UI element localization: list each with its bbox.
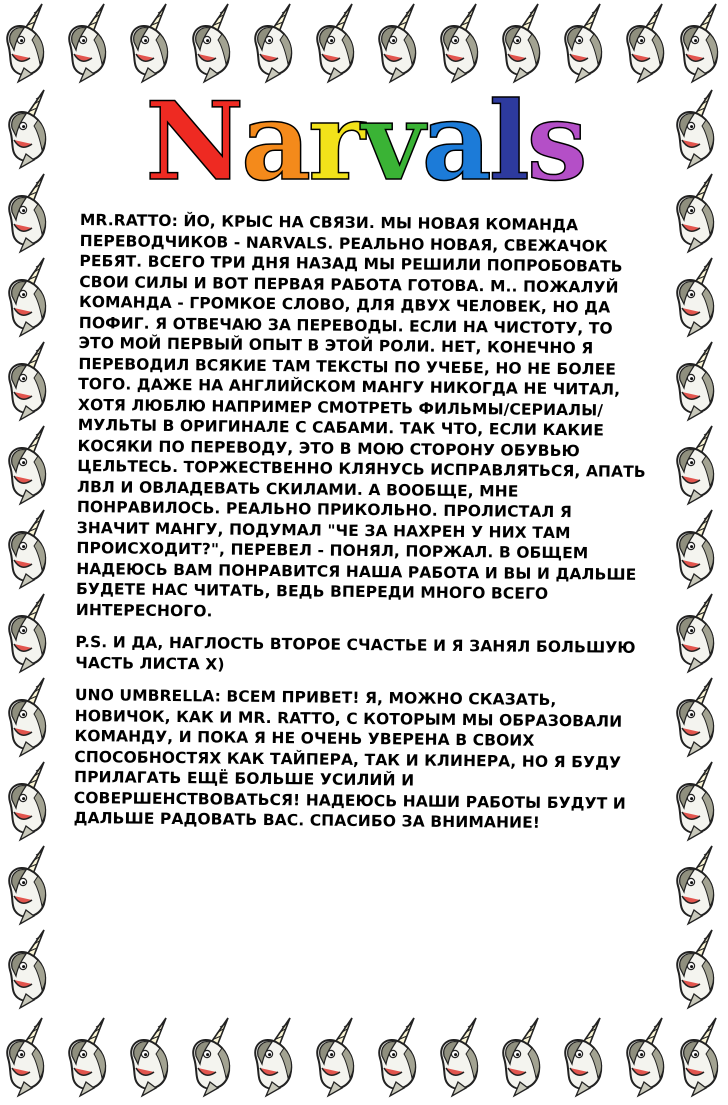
ps-paragraph: P.S. И ДА, НАГЛОСТЬ ВТОРОЕ СЧАСТЬЕ И Я ЗАНЯЛ БОЛЬШУЮ ЧАСТЬ ЛИСТА X) xyxy=(75,632,636,674)
logo-letter: a xyxy=(241,79,309,205)
umbrella-paragraph: UNO UMBRELLA: ВСЕМ ПРИВЕТ! Я, МОЖНО СКАЗАТЬ, НОВИЧОК, КАК И MR. RATTO, С КОТОРЫМ МЫ ОБРАЗОВАЛИ КОМАНДУ, И ПОКА Я НЕ ОЧЕНЬ УВЕРЕНА В СВОИХ СПОСОБНОСТЯХ КАК ТАЙПЕРА, ТАК И КЛИНЕРА, НО Я БУДУ ПРИЛАГАТЬ ЕЩЁ БОЛЬШЕ УСИЛИЙ И СОВЕРШЕНСТВОВАТЬСЯ! НАДЕЮСЬ НАШИ РАБОТЫ БУДУТ И ДАЛЬШЕ РАДОВАТЬ ВАС. СПАСИБО ЗА ВНИМАНИЕ! xyxy=(73,685,627,832)
ratto-paragraph: MR.RATTO: ЙО, КРЫС НА СВЯЗИ. МЫ НОВАЯ КОМАНДА ПЕРЕВОДЧИКОВ - NARVALS. РЕАЛЬНО НОВАЯ, СВЕЖАЧОК РЕБЯТ. ВСЕГО ТРИ ДНЯ НАЗАД МЫ РЕШИЛИ ПОПРОБОВАТЬ СВОИ СИЛЫ И ВОТ ПЕРВАЯ РАБОТА ГОТОВА. М.. ПОЖАЛУЙ КОМАНДА - ГРОМКОЕ СЛОВО, ДЛЯ ДВУХ ЧЕЛОВЕК, НО ДА ПОФИГ. Я ОТВЕЧАЮ ЗА ПЕРЕВОДЫ. ЕСЛИ НА ЧИСТОТУ, ТО ЭТО МОЙ ПЕРВЫЙ ОПЫТ В ЭТОЙ РОЛИ. НЕТ, КОНЕЧНО Я ПЕРЕВОДИЛ ВСЯКИЕ ТАМ ТЕКСТЫ ПО УЧЕБЕ, НО НЕ БОЛЕЕ ТОГО. ДАЖЕ НА АНГЛИЙСКОМ МАНГУ НИКОГДА НЕ ЧИТАЛ, ХОТЯ ЛЮБЛЮ НАПРИМЕР СМОТРЕТЬ ФИЛЬМЫ/СЕРИАЛЫ/МУЛЬТЫ В ОРИГИНАЛЕ С САБАМИ. ТАК ЧТО, ЕСЛИ КАКИЕ КОСЯКИ ПО ПЕРЕВОДУ, ЭТО В МОЮ СТОРОНУ ОБУВЬЮ ЦЕЛЬТЕСЬ. ТОРЖЕСТВЕННО КЛЯНУСЬ ИСПРАВЛЯТЬСЯ, АПАТЬ ЛВЛ И ОВЛАДЕВАТЬ СКИЛАМИ. А ВООБЩЕ, МНЕ ПОНРАВИЛОСЬ. РЕАЛЬНО ПРИКОЛЬНО. ПРОЛИСТАЛ Я ЗНАЧИТ МАНГУ, ПОДУМАЛ "ЧЕ ЗА НАХРЕН У НИХ ТАМ ПРОИСХОДИТ?", ПЕРЕВЕЛ - ПОНЯЛ, ПОРЖАЛ. В ОБЩЕМ НАДЕЮСЬ ВАМ ПОНРАВИТСЯ НАША РАБОТА И ВЫ И ДАЛЬШЕ БУДЕТЕ НАС ЧИТАТЬ, ВЕДЬ ВПЕРЕДИ МНОГО ВСЕГО ИНТЕРЕСНОГО. xyxy=(75,210,646,620)
narvals-logo xyxy=(110,79,620,205)
logo-letter: l xyxy=(488,79,527,205)
logo-letter: s xyxy=(526,79,585,205)
logo-letter: a xyxy=(421,79,489,205)
logo-letter: v xyxy=(362,79,422,205)
message-body xyxy=(73,210,652,846)
logo-letter: r xyxy=(308,79,362,205)
logo-letter: N xyxy=(145,79,242,205)
